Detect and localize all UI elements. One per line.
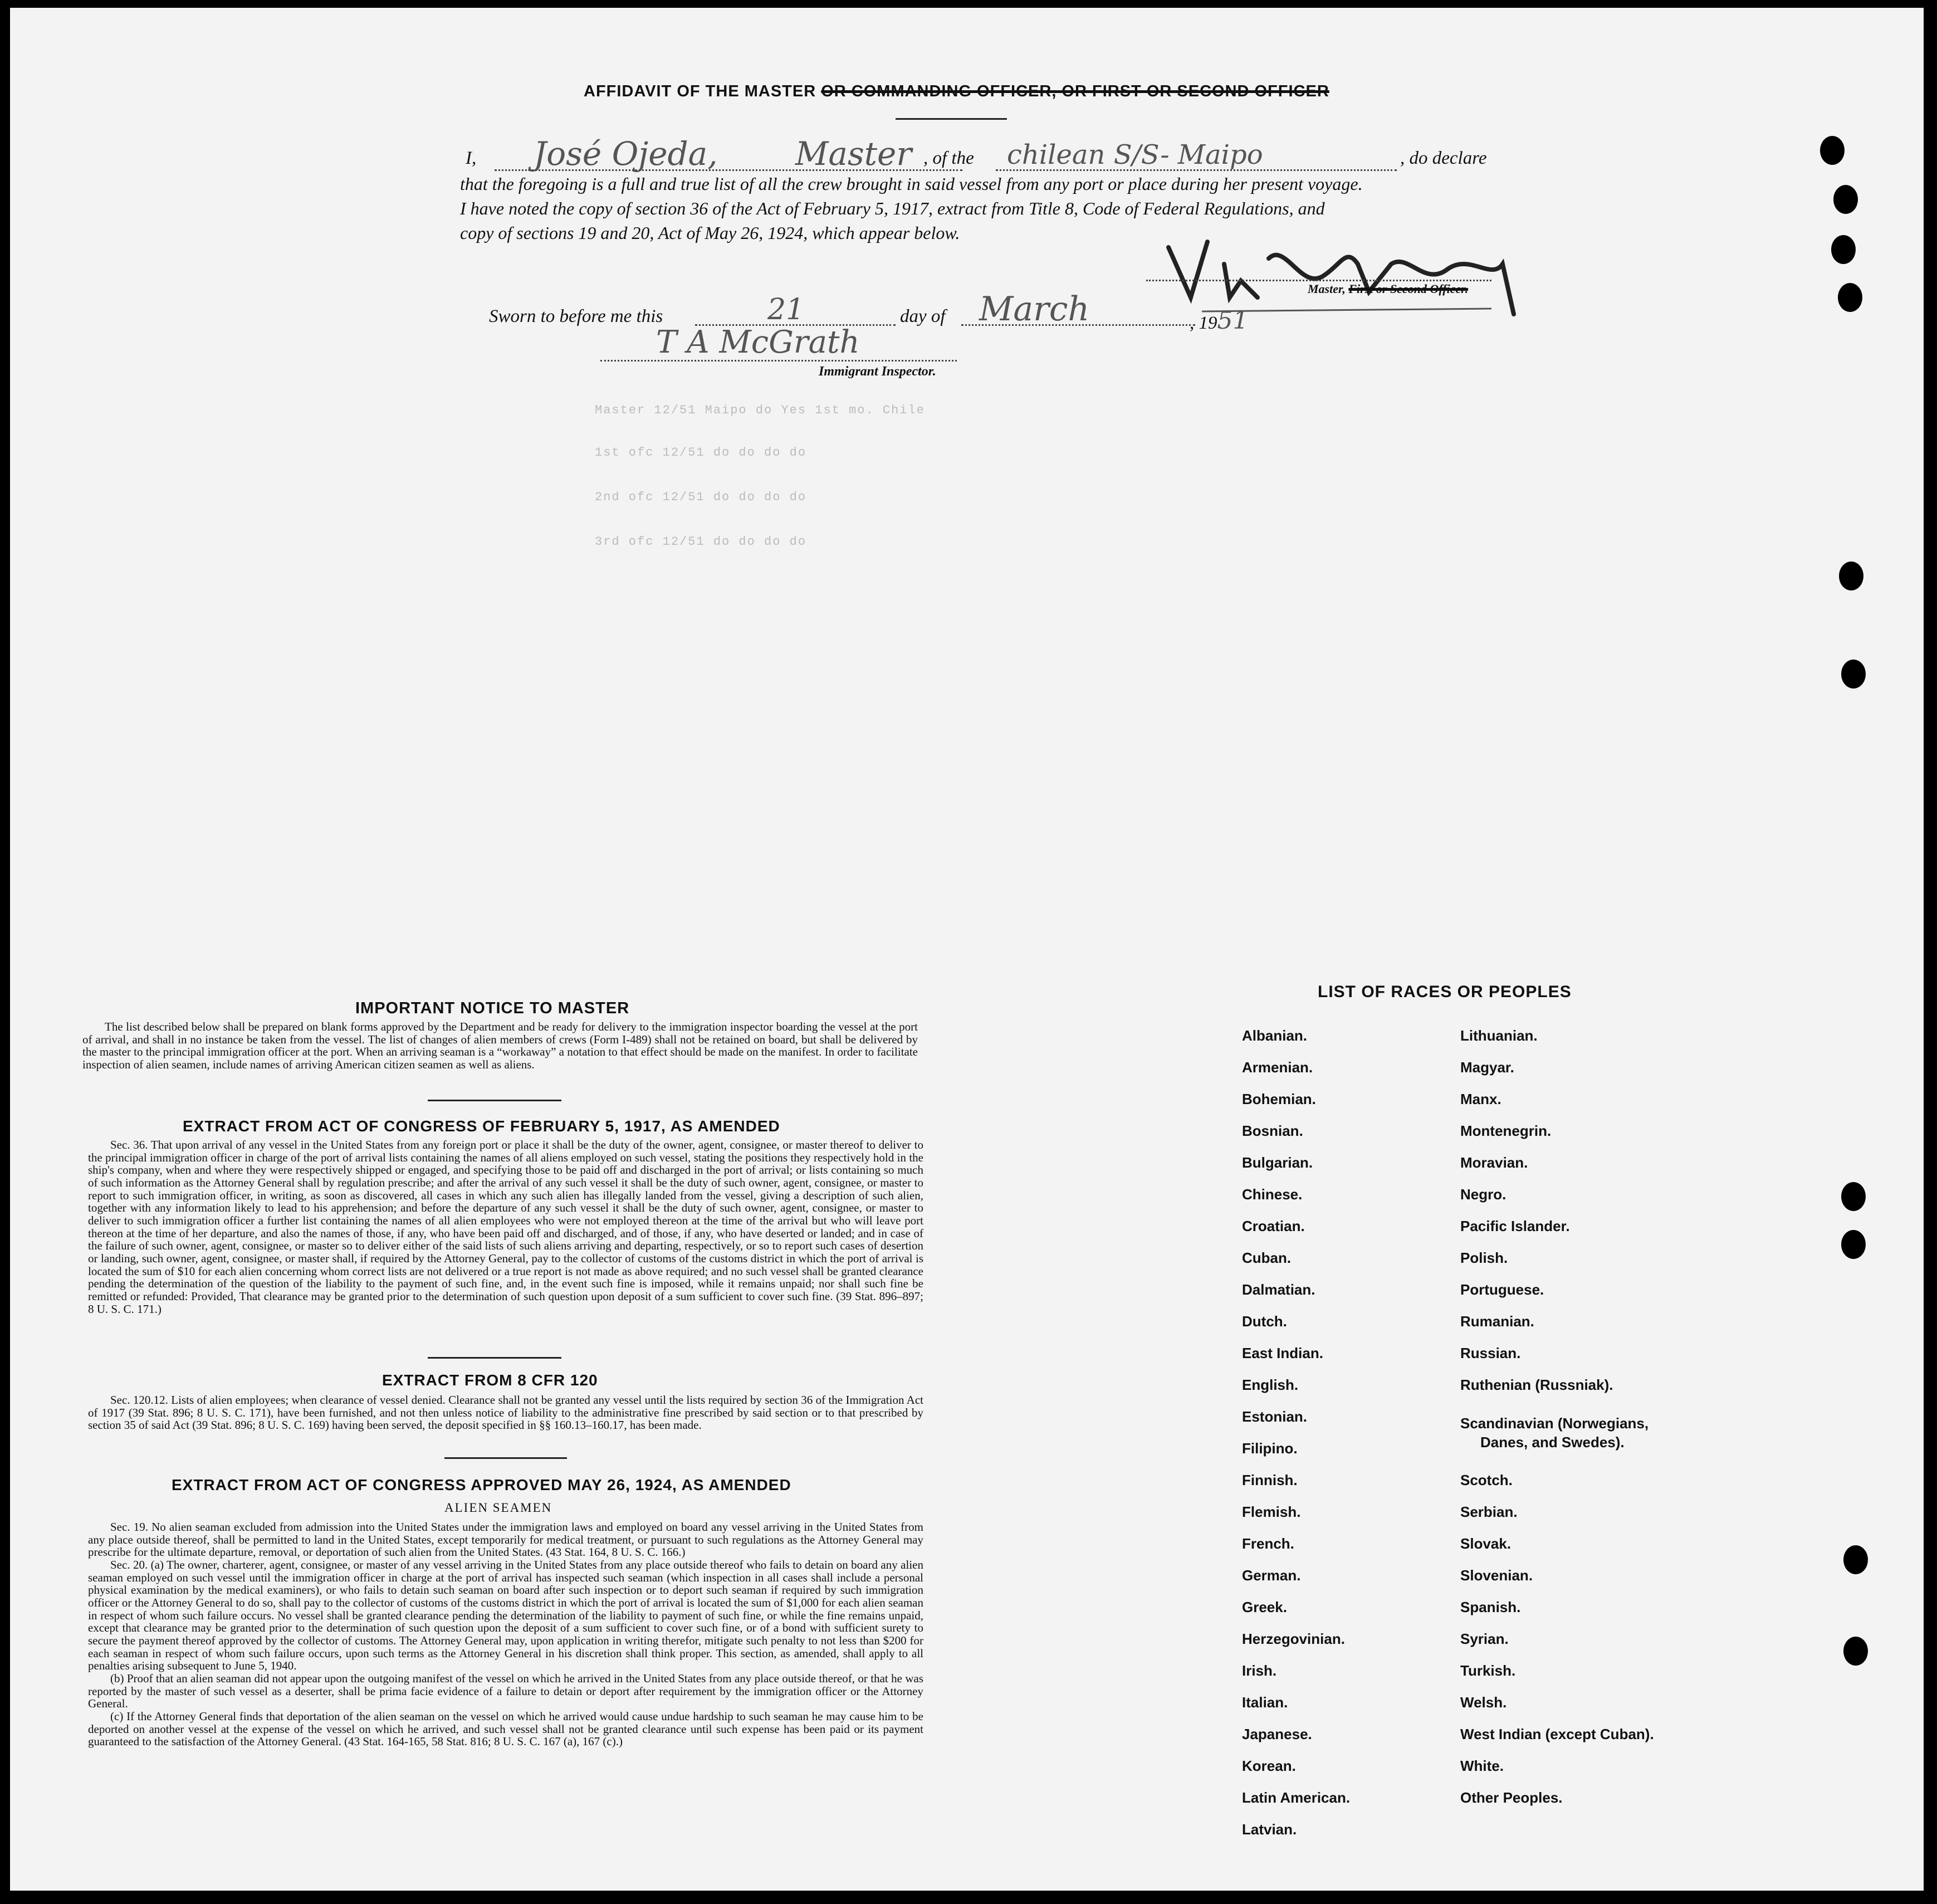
extract-1924-paragraph: (c) If the Attorney General finds that deportation of the alien seaman on the vessel on which he arrived would cause undue hardship to such seaman he may cause him to be deported on another vessel at the expense of the vessel on which he arrived, and such vessel shall not be granted clearance until such expense has been paid or its payment guaranteed to the satisfaction of the Attorney General. (43 Stat. 164-165, 58 Stat. 816; 8 U. S. C. 167 (a), 167 (c).) [88, 1710, 923, 1749]
race-item: Bosnian. [1242, 1122, 1303, 1139]
race-item: Scotch. [1460, 1472, 1513, 1488]
ghost-row: 1st ofc 12/51 do do do do [595, 446, 807, 460]
race-item: Croatian. [1242, 1218, 1305, 1234]
race-item: Other Peoples. [1460, 1789, 1563, 1806]
title-rule [896, 118, 1007, 120]
sworn-month-handwritten: March [979, 290, 1090, 329]
punch-hole [1841, 1182, 1866, 1211]
race-item: Lithuanian. [1460, 1027, 1538, 1044]
ghost-row: 2nd ofc 12/51 do do do do [595, 490, 807, 504]
punch-hole [1820, 136, 1845, 165]
extract-1917-paragraph: Sec. 36. That upon arrival of any vessel in the United States from any foreign port or place it shall be the duty of the owner, agent, consignee, or master thereof to deliver to the principal immigration officer in charge of the port of arrival lists containing the names of all aliens employed on such vessel, stating the positions they respectively hold in the ship's company, when and where they were respectively shipped or engaged, and specifying those to be paid off and discharged in the port of arrival; or lists containing so much of such information as the Attorney General shall by regulation prescribe; and after the arrival of any such vessel it shall be the duty of such owner, agent, consignee, or master to report to such immigration officer, in writing, as soon as discovered, all cases in which any such alien has illegally landed from the vessel, giving a description of such alien, together with any information likely to lead to his apprehension; and before the departure of any such vessel it shall be the duty of such owner, agent, consignee, or master to deliver to such immigration officer a further list containing the names of all alien employees who were not employed thereon at the time of the arrival but who will leave port thereon at the time of her departure, and also the names of those, if any, who have been paid off and discharged, and of those, if any, who have deserted or landed; and in case of the failure of such owner, agent, consignee, or master so to deliver either of the said lists of such aliens arriving and departing, respectively, or so to report such cases of desertion or landing, such owner, agent, consignee, or master shall, if required by the Attorney General, pay to the collector of customs of the customs district in which the port of arrival is located the sum of $10 for each alien concerning whom correct lists are not delivered or a true report is not made as above required; and no such vessel shall be granted clearance pending the determination of the question of the liability to the payment of such fine, and, in the event such fine is imposed, while it remains unpaid; nor shall such fine be remitted or refunded: Provided, That clearance may be granted prior to the determination of such question upon deposit of a sum sufficient to cover such fine. (39 Stat. 896–897; 8 U. S. C. 171.) [88, 1138, 923, 1316]
race-item: Estonian. [1242, 1408, 1308, 1425]
affidavit-title [584, 82, 1329, 101]
extract-1924-paragraph: Sec. 20. (a) The owner, charterer, agent, consignee, or master of any vessel arriving in the United States from any place outside thereof who fails to detain on board any alien seaman employed on such vessel until the immigration officer in charge at the port of arrival has inspected such seaman (which inspection in all cases shall include a personal physical examination by the medical examiners), or who fails to detain such seaman on board after such inspection or to deport such seaman if required by such immigration officer or the Attorney General to do so, shall pay to the collector of customs of the customs district in which the port of arrival is located the sum of $1,000 for each alien seaman in respect of whom such failure occurs. No vessel shall be granted clearance pending the determination of the liability to payment of such fine, or while the fine remains unpaid, except that clearance may be granted prior to the determination of such question upon the deposit of a sum sufficient to cover such fine, or of a bond with sufficient surety to secure the payment thereof approved by the collector of customs. The Attorney General may, upon application in writing therefor, mitigate such penalty to not less than $200 for each seaman in respect of whom such failure occurs, upon such terms as the Attorney General in his discretion shall think proper. This section, as amended, shall apply to all penalties arising subsequent to June 5, 1940. [88, 1558, 923, 1673]
race-item: Slovak. [1460, 1535, 1512, 1552]
race-item: Turkish. [1460, 1662, 1516, 1679]
race-item: French. [1242, 1535, 1294, 1552]
races-heading: LIST OF RACES OR PEOPLES [1318, 983, 1572, 1001]
race-item: Russian. [1460, 1345, 1521, 1361]
extract-1917-rule [428, 1357, 561, 1359]
race-item: Spanish. [1460, 1599, 1521, 1615]
extract-cfr-heading: EXTRACT FROM 8 CFR 120 [382, 1371, 598, 1389]
race-item: Pacific Islander. [1460, 1218, 1570, 1234]
extract-cfr-paragraph: Sec. 120.12. Lists of alien employees; when clearance of vessel denied. Clearance shall not be granted any vessel until the lists required by section 36 of the Immigration Act of 1917 (39 Stat. 896; 8 U. S. C. 171), have been furnished, and not then unless notice of liability to the administrative fine prescribed by said section or to that prescribed by section 35 of said Act (39 Stat. 896; 8 U. S. C. 169) having been served, the deposit specified in §§ 160.13–160.17, has been made. [88, 1393, 923, 1432]
race-item: Ruthenian (Russniak). [1460, 1376, 1613, 1393]
race-item: Polish. [1460, 1249, 1508, 1266]
sworn-prefix: Sworn to before me this [489, 306, 663, 326]
extract-cfr-body [88, 1394, 923, 1432]
decl-suffix: , do declare [1400, 148, 1487, 168]
race-item: Greek. [1242, 1599, 1287, 1615]
race-item: Montenegrin. [1460, 1122, 1552, 1139]
vessel-name-handwritten: chilean S/S- Maipo [1007, 139, 1263, 170]
race-item: Danes, and Swedes). [1480, 1434, 1625, 1451]
declaration-line-4: copy of sections 19 and 20, Act of May 26, 1924, which appear below. [460, 223, 960, 243]
sworn-month-line [961, 324, 1195, 326]
manifest-page [10, 8, 1924, 1891]
sworn-day-handwritten: 21 [767, 293, 805, 326]
race-item: Korean. [1242, 1757, 1296, 1774]
race-item: Armenian. [1242, 1059, 1313, 1076]
race-item: Dutch. [1242, 1313, 1287, 1330]
punch-hole [1841, 1230, 1866, 1259]
race-item: Serbian. [1460, 1503, 1518, 1520]
ghost-row: 3rd ofc 12/51 do do do do [595, 535, 807, 549]
race-item: East Indian. [1242, 1345, 1323, 1361]
race-item: Latin American. [1242, 1789, 1351, 1806]
declaration-line-3: I have noted the copy of section 36 of the Act of February 5, 1917, extract from Title 8, Code of Federal Regulations, and [460, 198, 1325, 218]
race-item: Scandinavian (Norwegians, [1460, 1415, 1649, 1432]
notice-body [82, 1021, 918, 1071]
race-item: West Indian (except Cuban). [1460, 1726, 1654, 1742]
race-item: Finnish. [1242, 1472, 1298, 1488]
ghost-row: Master 12/51 Maipo do Yes 1st mo. Chile [595, 403, 925, 417]
extract-1917-body [88, 1139, 923, 1315]
punch-hole [1843, 1637, 1868, 1666]
master-signature-caption [1308, 282, 1468, 296]
race-item: Herzegovinian. [1242, 1630, 1345, 1647]
sig-caption-kept: Master, [1308, 282, 1349, 296]
affidavit-title-kept: AFFIDAVIT OF THE MASTER [584, 82, 821, 100]
race-item: Bohemian. [1242, 1091, 1316, 1107]
race-item: Chinese. [1242, 1186, 1303, 1203]
notice-heading: IMPORTANT NOTICE TO MASTER [355, 999, 630, 1017]
race-item: Cuban. [1242, 1249, 1292, 1266]
race-item: German. [1242, 1567, 1301, 1584]
race-item: Portuguese. [1460, 1281, 1544, 1298]
master-rank-handwritten: Master [795, 135, 912, 173]
vessel-line [996, 169, 1397, 171]
race-item: Italian. [1242, 1694, 1288, 1711]
race-item: Moravian. [1460, 1154, 1528, 1171]
inspector-line [600, 360, 957, 362]
race-item: Filipino. [1242, 1440, 1298, 1457]
race-item: Syrian. [1460, 1630, 1509, 1647]
race-item: Welsh. [1460, 1694, 1507, 1711]
race-item: White. [1460, 1757, 1504, 1774]
race-item: English. [1242, 1376, 1299, 1393]
master-signature-line [1146, 280, 1491, 281]
extract-1917-heading: EXTRACT FROM ACT OF CONGRESS OF FEBRUARY 5, 1917, AS AMENDED [183, 1117, 780, 1135]
master-name-handwritten: José Ojeda, [534, 135, 718, 173]
sworn-year-prefix: , 19 [1190, 313, 1217, 333]
race-item: Flemish. [1242, 1503, 1301, 1520]
race-item: Dalmatian. [1242, 1281, 1315, 1298]
master-name-line [495, 169, 962, 171]
punch-hole [1841, 660, 1866, 689]
sworn-dayof: day of [900, 306, 946, 326]
race-item: Manx. [1460, 1091, 1501, 1107]
extract-1924-subheading: ALIEN SEAMEN [444, 1501, 552, 1515]
race-item: Latvian. [1242, 1821, 1297, 1838]
extract-1924-body [88, 1521, 923, 1748]
affidavit-title-struck: OR COMMANDING OFFICER, OR FIRST OR SECOND OFFICER [821, 82, 1329, 100]
race-item: Bulgarian. [1242, 1154, 1313, 1171]
punch-hole [1839, 562, 1863, 590]
race-item: Negro. [1460, 1186, 1506, 1203]
inspector-signature: T A McGrath [656, 324, 860, 360]
race-item: Slovenian. [1460, 1567, 1533, 1584]
punch-hole [1833, 185, 1858, 214]
inspector-caption: Immigrant Inspector. [819, 364, 936, 379]
race-item: Albanian. [1242, 1027, 1308, 1044]
decl-of-the: , of the [923, 148, 974, 168]
punch-hole [1831, 235, 1856, 264]
race-item: Rumanian. [1460, 1313, 1534, 1330]
extract-1924-heading: EXTRACT FROM ACT OF CONGRESS APPROVED MAY 26, 1924, AS AMENDED [172, 1476, 791, 1493]
extract-1924-paragraph: (b) Proof that an alien seaman did not appear upon the outgoing manifest of the vessel on which he arrived in the United States from any place outside thereof, or that he was reported by the master of such vessel as a deserter, shall be prima facie evidence of a failure to detain or deport after requirement by the immigration officer or the Attorney General. [88, 1672, 923, 1711]
extract-cfr-rule [444, 1457, 567, 1459]
notice-rule [428, 1100, 561, 1101]
race-item: Irish. [1242, 1662, 1277, 1679]
race-item: Magyar. [1460, 1059, 1514, 1076]
punch-hole [1838, 283, 1862, 312]
sworn-year-handwritten: 51 [1217, 306, 1249, 335]
sworn-year [1190, 306, 1249, 335]
punch-hole [1843, 1545, 1868, 1574]
sig-caption-struck: First or Second Officer. [1348, 282, 1469, 296]
declaration-line-2: that the foregoing is a full and true list of all the crew brought in said vessel from any port or place during her present voyage. [460, 174, 1363, 194]
decl-prefix: I, [466, 148, 477, 168]
declaration-line-1 [466, 148, 476, 169]
extract-1924-paragraph: Sec. 19. No alien seaman excluded from admission into the United States under the immigration laws and employed on board any vessel arriving in the United States from any place outside thereof, shall be permitted to land in the United States, except temporarily for medical treatment, or pursuant to such regulations as the Attorney General may prescribe for the ultimate departure, removal, or deportation of such alien from the United States. (43 Stat. 164, 8 U. S. C. 166.) [88, 1520, 923, 1559]
race-item: Japanese. [1242, 1726, 1312, 1742]
notice-paragraph: The list described below shall be prepared on blank forms approved by the Department and be ready for delivery to the immigration inspector boarding the vessel at the port of arrival, and shall in no instance be taken from the vessel. The list of changes of alien members of crews (Form I-489) shall not be retained on board, but shall be delivered by the master to the principal immigration officer at the port. When an arriving seaman is a “workaway” a notation to that effect should be made on the manifest. In order to facilitate inspection of alien seamen, include names of arriving American citizen seamen as well as aliens. [82, 1020, 918, 1072]
